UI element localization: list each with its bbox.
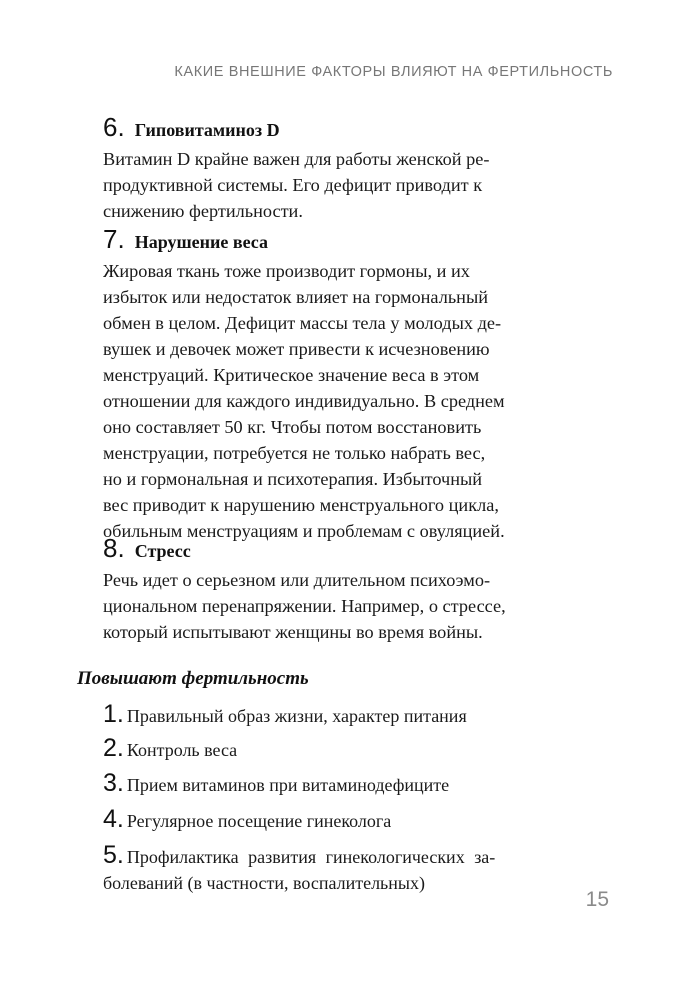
text-line: вес приводит к нарушению менструального цикла, [103, 495, 499, 515]
list-number: 5. [103, 841, 124, 869]
running-header: КАКИЕ ВНЕШНИЕ ФАКТОРЫ ВЛИЯЮТ НА ФЕРТИЛЬНОСТЬ [174, 64, 613, 80]
section-weight [103, 224, 579, 544]
list-text: Прием витаминов при витаминодефиците [126, 775, 450, 795]
text-line: который испытывают женщины во время войны. [103, 622, 483, 642]
list-item [103, 734, 579, 763]
text-line: продуктивной системы. Его дефицит приводит к [103, 175, 483, 195]
section-title: Нарушение веса [134, 232, 269, 252]
text-line: обмен в целом. Дефицит массы тела у молодых де- [103, 313, 502, 333]
text-line: менструации, потребуется не только набрать вес, [103, 443, 486, 463]
list-item [103, 700, 579, 729]
section-heading [103, 224, 579, 258]
section-heading [103, 533, 579, 567]
text-line: избыток или недостаток влияет на гормональный [103, 287, 489, 307]
section-title: Гиповитаминоз D [134, 120, 280, 140]
section-body [103, 567, 579, 645]
text-line: Витамин D крайне важен для работы женской ре- [103, 149, 490, 169]
text-line: снижению фертильности. [103, 201, 303, 221]
text-line: циональном перенапряжении. Например, о стрессе, [103, 596, 506, 616]
section-heading [103, 112, 579, 146]
list-text: Контроль веса [126, 740, 238, 760]
boost-fertility-heading: Повышают фертильность [77, 668, 309, 689]
list-text: Правильный образ жизни, характер питания [126, 706, 467, 726]
section-stress [103, 533, 579, 645]
section-number: 7. [103, 224, 125, 254]
text-line: оно составляет 50 кг. Чтобы потом восстановить [103, 417, 482, 437]
list-text: Профилактика развития гинекологических за- [126, 847, 496, 867]
text-line: обильным менструациям и проблемам с овуляцией. [103, 521, 505, 541]
section-title: Стресс [134, 541, 191, 561]
list-text: Регулярное посещение гинеколога [126, 811, 392, 831]
list-text-continuation: болеваний (в частности, воспалительных) [103, 873, 425, 893]
list-number: 4. [103, 805, 124, 833]
text-line: менструаций. Критическое значение веса в этом [103, 365, 480, 385]
list-item [103, 841, 579, 896]
section-number: 6. [103, 112, 125, 142]
section-body [103, 146, 579, 224]
text-line: Речь идет о серьезном или длительном психоэмо- [103, 570, 491, 590]
section-hypovitaminosis [103, 112, 579, 224]
page-number: 15 [585, 888, 609, 911]
list-number: 3. [103, 769, 124, 797]
section-body [103, 258, 579, 544]
list-line [103, 841, 579, 870]
list-item [103, 769, 579, 798]
list-number: 2. [103, 734, 124, 762]
text-line: вушек и девочек может привести к исчезновению [103, 339, 490, 359]
text-line: но и гормональная и психотерапия. Избыточный [103, 469, 483, 489]
list-item [103, 805, 579, 834]
section-number: 8. [103, 533, 125, 563]
text-line: отношении для каждого индивидуально. В среднем [103, 391, 505, 411]
text-line: Жировая ткань тоже производит гормоны, и их [103, 261, 470, 281]
list-number: 1. [103, 700, 124, 728]
